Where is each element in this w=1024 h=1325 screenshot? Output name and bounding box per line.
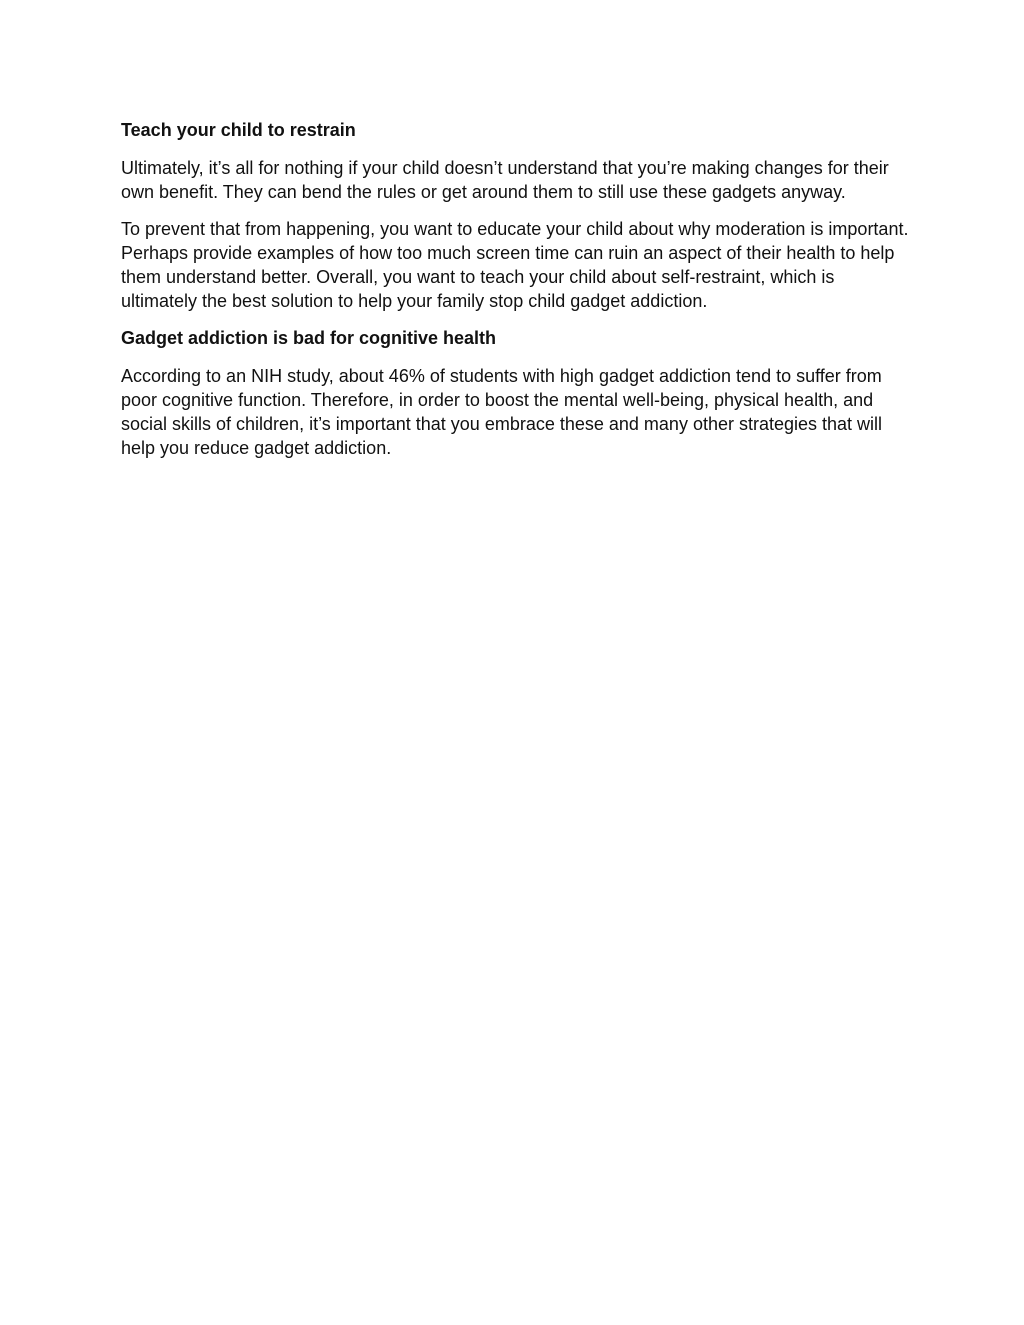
document-body [121, 118, 911, 473]
paragraph: To prevent that from happening, you want to educate your child about why moderation is important. Perhaps provide examples of how too much screen time can ruin an aspect of their health to help them understand better. Overall, you want to teach your child about self-restraint, which is ultimately the best solution to help your family stop child gadget addiction. [121, 219, 909, 311]
section-heading: Teach your child to restrain [121, 120, 356, 140]
section-heading: Gadget addiction is bad for cognitive health [121, 328, 497, 348]
paragraph: Ultimately, it’s all for nothing if your child doesn’t understand that you’re making changes for their own benefit. They can bend the rules or get around them to still use these gadgets anyway. [121, 158, 889, 202]
section-teach-restraint [121, 118, 911, 313]
paragraph: According to an NIH study, about 46% of students with high gadget addiction tend to suffer from poor cognitive function. Therefore, in order to boost the mental well-being, physical health, and social skills of children, it’s important that you embrace these and many other strategies that will help you reduce gadget addiction. [121, 366, 883, 458]
section-cognitive-health [121, 326, 911, 460]
